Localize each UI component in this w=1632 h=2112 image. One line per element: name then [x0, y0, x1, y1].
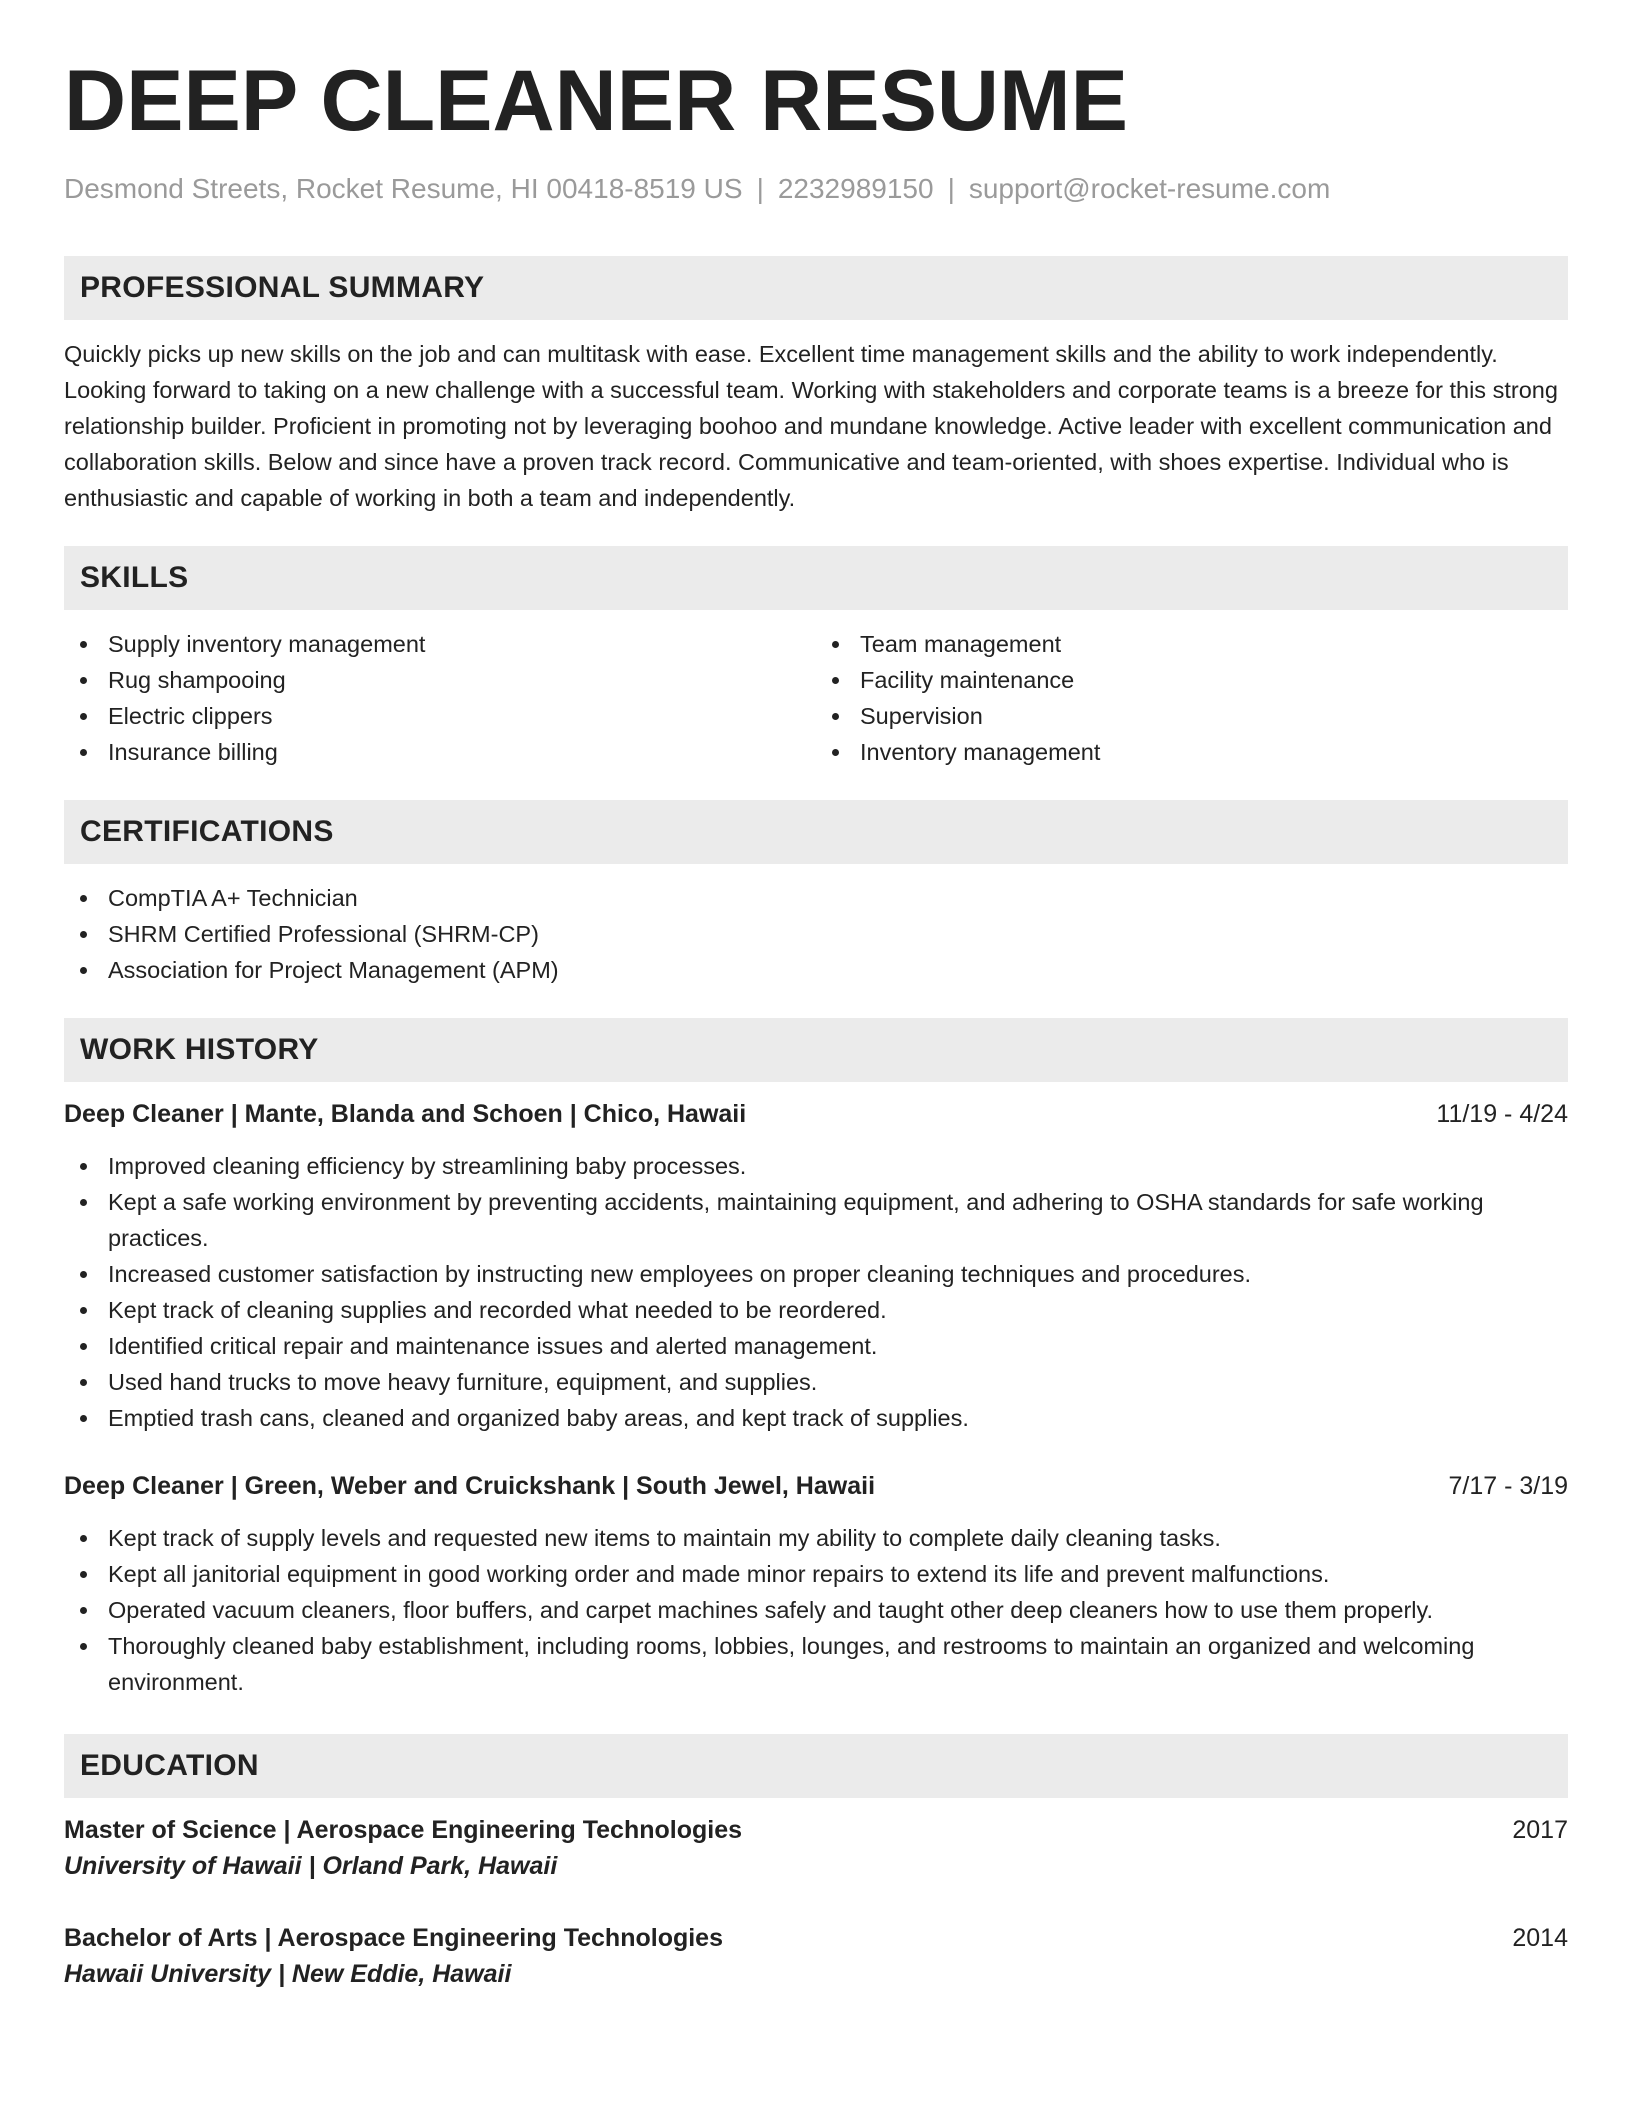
- education-institution: Hawaii University | New Eddie, Hawaii: [64, 1959, 512, 1988]
- job-bullet: Thoroughly cleaned baby establishment, including rooms, lobbies, lounges, and restrooms to maintain an organized and welcoming environment.: [64, 1628, 1568, 1700]
- job-bullet: Kept all janitorial equipment in good working order and made minor repairs to extend its life and prevent malfunctions.: [64, 1556, 1568, 1592]
- job-bullet: Kept a safe working environment by preventing accidents, maintaining equipment, and adhering to OSHA standards for safe working practices.: [64, 1184, 1568, 1256]
- skills-list: [64, 626, 1568, 770]
- job-bullet: Increased customer satisfaction by instructing new employees on proper cleaning techniques and procedures.: [64, 1256, 1568, 1292]
- contact-line: [64, 172, 1568, 206]
- skill-item: Supply inventory management: [64, 626, 816, 662]
- education-header: [64, 1812, 1568, 1848]
- job-title: Deep Cleaner | Green, Weber and Cruickshank | South Jewel, Hawaii: [64, 1471, 876, 1500]
- job-bullet: Kept track of supply levels and requested new items to maintain my ability to complete daily cleaning tasks.: [64, 1520, 1568, 1556]
- job-bullet: Operated vacuum cleaners, floor buffers, and carpet machines safely and taught other deep cleaners how to use them properly.: [64, 1592, 1568, 1628]
- certification-item: CompTIA A+ Technician: [64, 880, 1568, 916]
- work-history-heading: WORK HISTORY: [64, 1018, 1568, 1082]
- job-bullets: [64, 1520, 1568, 1700]
- contact-address: Desmond Streets, Rocket Resume, HI 00418-8519 US: [64, 173, 743, 204]
- job-bullets: [64, 1148, 1568, 1436]
- job-entry: [64, 1096, 1568, 1436]
- skill-item: Insurance billing: [64, 734, 816, 770]
- contact-separator: |: [947, 173, 955, 204]
- job-dates: 11/19 - 4/24: [1436, 1099, 1568, 1128]
- education-year: 2014: [1512, 1923, 1568, 1952]
- skill-item: Electric clippers: [64, 698, 816, 734]
- job-bullet: Improved cleaning efficiency by streamlining baby processes.: [64, 1148, 1568, 1184]
- skill-item: Supervision: [816, 698, 1568, 734]
- skills-column-right: [816, 626, 1568, 770]
- skill-item: Facility maintenance: [816, 662, 1568, 698]
- skills-heading: SKILLS: [64, 546, 1568, 610]
- skills-column-left: [64, 626, 816, 770]
- contact-separator: |: [756, 173, 764, 204]
- resume-title: DEEP CLEANER RESUME: [64, 53, 1129, 149]
- job-header: [64, 1096, 1568, 1132]
- education-degree: Master of Science | Aerospace Engineering Technologies: [64, 1815, 743, 1844]
- education-year: 2017: [1512, 1815, 1568, 1844]
- job-bullet: Kept track of cleaning supplies and recorded what needed to be reordered.: [64, 1292, 1568, 1328]
- job-entry: [64, 1468, 1568, 1700]
- contact-email: support@rocket-resume.com: [968, 173, 1331, 204]
- education-degree: Bachelor of Arts | Aerospace Engineering Technologies: [64, 1923, 723, 1952]
- skill-item: Inventory management: [816, 734, 1568, 770]
- certification-item: Association for Project Management (APM): [64, 952, 1568, 988]
- job-bullet: Identified critical repair and maintenance issues and alerted management.: [64, 1328, 1568, 1364]
- skill-item: Team management: [816, 626, 1568, 662]
- job-title: Deep Cleaner | Mante, Blanda and Schoen | Chico, Hawaii: [64, 1099, 747, 1128]
- job-dates: 7/17 - 3/19: [1448, 1471, 1568, 1500]
- education-heading: EDUCATION: [64, 1734, 1568, 1798]
- certifications-list: [64, 880, 1568, 988]
- contact-phone: 2232989150: [777, 173, 934, 204]
- job-bullet: Used hand trucks to move heavy furniture, equipment, and supplies.: [64, 1364, 1568, 1400]
- summary-text: Quickly picks up new skills on the job and can multitask with ease. Excellent time management skills and the ability to work independently. Looking forward to taking on a new challenge with a successful team. Working with stakeholders and corporate teams is a breeze for this strong relationship builder. Proficient in promoting not by leveraging boohoo and mundane knowledge. Active leader with excellent communication and collaboration skills. Below and since have a proven track record. Communicative and team-oriented, with shoes expertise. Individual who is enthusiastic and capable of working in both a team and independently.: [64, 340, 1558, 511]
- education-entry: [64, 1920, 1568, 1992]
- certifications-heading: CERTIFICATIONS: [64, 800, 1568, 864]
- education-header: [64, 1920, 1568, 1956]
- education-institution: University of Hawaii | Orland Park, Hawaii: [64, 1851, 558, 1880]
- education-entry: [64, 1812, 1568, 1884]
- job-bullet: Emptied trash cans, cleaned and organized baby areas, and kept track of supplies.: [64, 1400, 1568, 1436]
- skill-item: Rug shampooing: [64, 662, 816, 698]
- summary-heading: PROFESSIONAL SUMMARY: [64, 256, 1568, 320]
- job-header: [64, 1468, 1568, 1504]
- certification-item: SHRM Certified Professional (SHRM-CP): [64, 916, 1568, 952]
